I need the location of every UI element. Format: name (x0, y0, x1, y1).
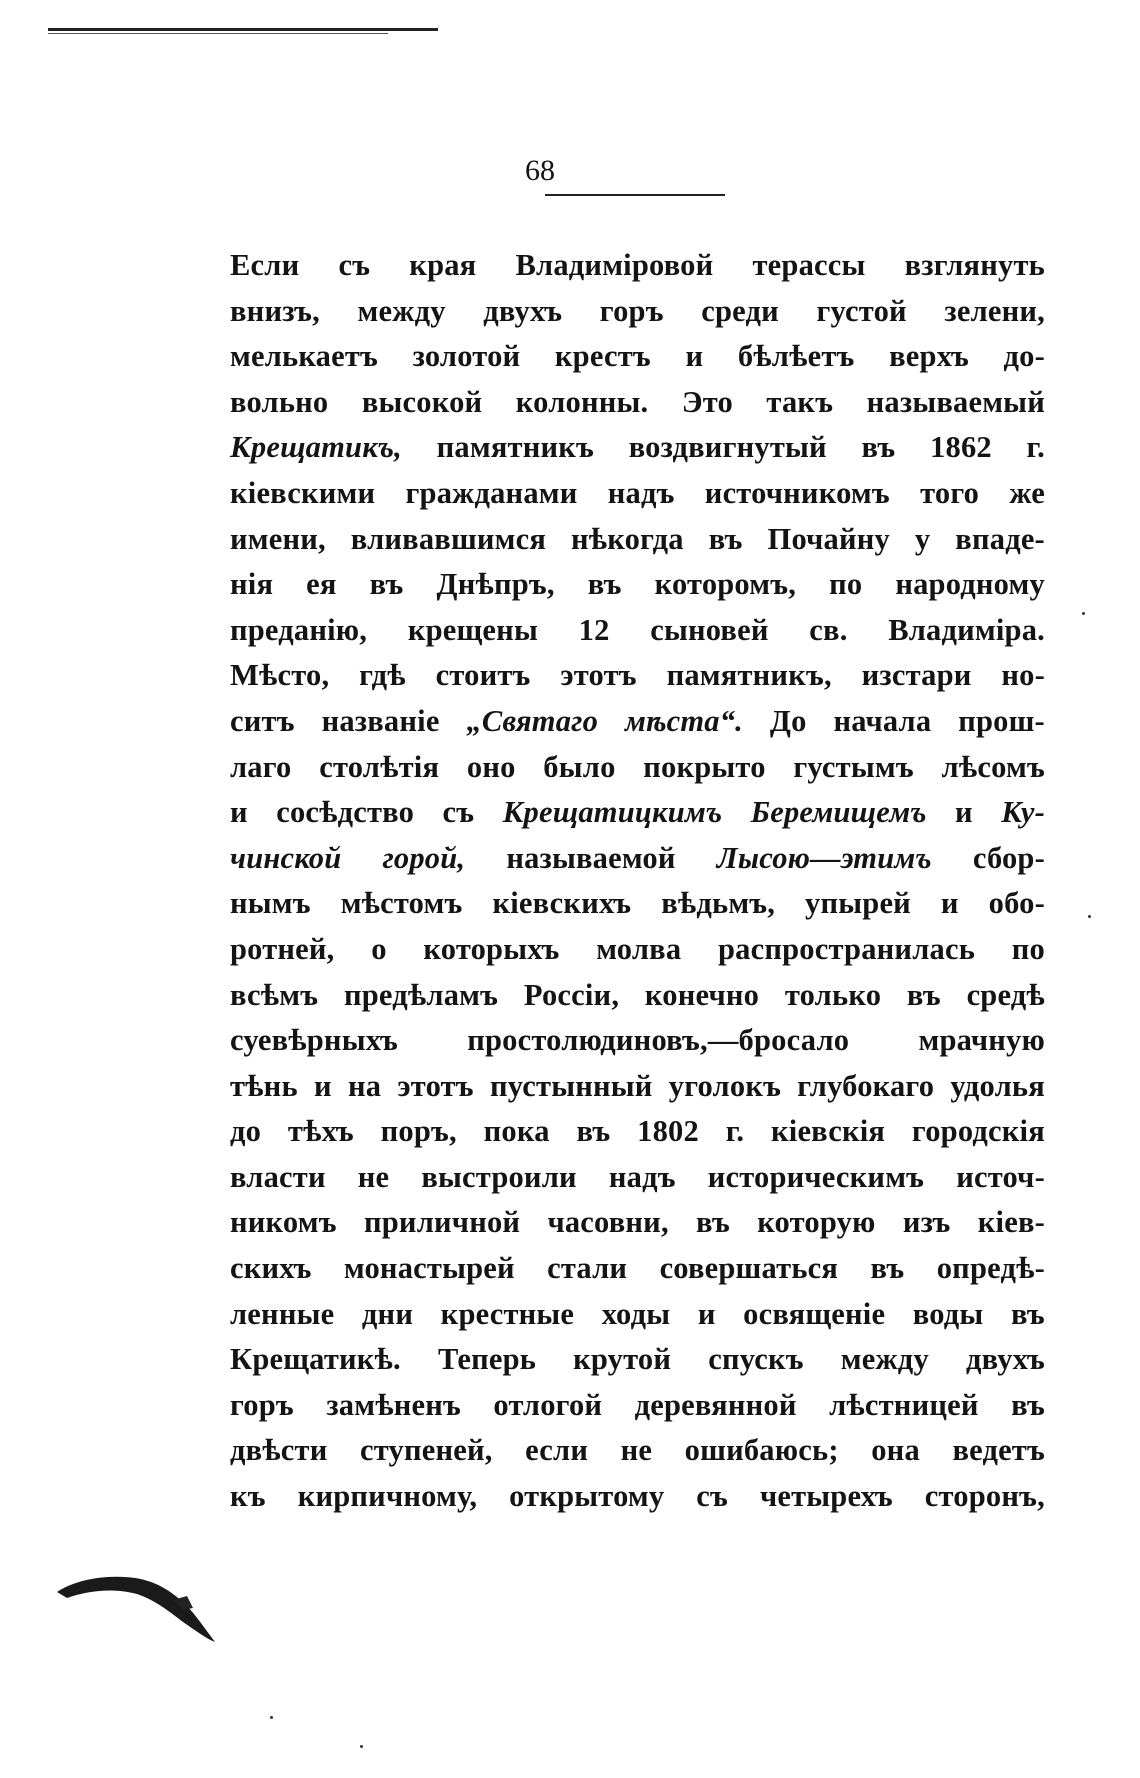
text-line (230, 562, 1045, 608)
word: колонны. (515, 384, 649, 419)
text-line (230, 745, 1045, 791)
word: вольно (230, 384, 329, 419)
word: 1802 (637, 1114, 699, 1149)
word: отлогой (493, 1387, 603, 1422)
word: чинской (230, 840, 342, 875)
word: конечно (644, 977, 760, 1012)
word: было (543, 749, 616, 784)
word: взглянуть (904, 248, 1045, 282)
word: золотой (412, 339, 521, 374)
word: поръ, (380, 1114, 457, 1149)
word: спускъ (708, 1342, 804, 1377)
word: простолюдиновъ,—бросало (467, 1023, 850, 1058)
word: и (940, 886, 959, 921)
speck (1082, 612, 1085, 615)
word: имени, (230, 521, 326, 556)
text-line (230, 836, 1045, 882)
word: обо- (988, 886, 1045, 921)
word: о (371, 931, 387, 966)
word: двухъ (965, 1342, 1045, 1377)
page-number-rule (545, 194, 725, 196)
word: Владиміровой (515, 248, 714, 282)
word: между (357, 293, 446, 328)
word: гдѣ (359, 658, 406, 693)
word: названіе (321, 703, 440, 738)
top-rule-thin (48, 33, 388, 34)
word: глубокаго (797, 1068, 935, 1103)
word: къ (230, 1479, 266, 1514)
word: кіевскими (230, 475, 376, 510)
text-line (230, 608, 1045, 654)
word: въ (861, 430, 896, 465)
text-line (230, 1155, 1045, 1201)
word: крещены (407, 612, 538, 647)
word: Днѣпръ, (436, 567, 555, 602)
word: верхъ (889, 339, 969, 374)
word: впаде- (955, 521, 1045, 556)
word: г. (1026, 430, 1045, 465)
text-body (230, 243, 1045, 1520)
word: вѣдьмъ, (661, 886, 776, 921)
word: св. (809, 612, 848, 647)
word: нымъ (230, 886, 311, 921)
word: кіевскихъ (492, 886, 632, 921)
word: называемый (866, 384, 1045, 419)
word: ситъ (230, 703, 295, 738)
word: такъ (766, 384, 834, 419)
word: этотъ (397, 1068, 474, 1103)
text-line (230, 1200, 1045, 1246)
word: скихъ (230, 1251, 312, 1286)
word: дни (361, 1296, 414, 1331)
speck (1088, 915, 1091, 918)
word: Это (681, 384, 733, 419)
word: въ (906, 977, 941, 1012)
word: высокой (361, 384, 483, 419)
word: ведетъ (952, 1433, 1045, 1468)
word: ея (306, 567, 337, 602)
word: средѣ (966, 977, 1045, 1012)
word: до (230, 1114, 262, 1149)
word: тѣхъ (287, 1114, 354, 1149)
word: и (955, 795, 973, 830)
word: сыновей (650, 612, 769, 647)
word: надъ (608, 1159, 676, 1194)
word: густой (816, 293, 907, 328)
word: лѣстницей (829, 1387, 979, 1422)
text-line (230, 380, 1045, 426)
text-line (230, 517, 1045, 563)
word: 1862 (930, 430, 992, 465)
word: крутой (573, 1342, 672, 1377)
word: на (347, 1068, 382, 1103)
word: терассы (752, 248, 866, 282)
word: если (525, 1433, 589, 1468)
word: воздвигнутый (628, 430, 827, 465)
text-line (230, 1018, 1045, 1064)
word: того (920, 475, 980, 510)
word: сторонъ, (924, 1479, 1045, 1514)
word: въ (708, 521, 743, 556)
text-line (230, 1064, 1045, 1110)
word: надъ (607, 475, 675, 510)
word: замѣненъ (326, 1387, 461, 1422)
text-line (230, 699, 1045, 745)
text-line (230, 973, 1045, 1019)
word: опредѣ- (936, 1251, 1045, 1286)
word: столѣтія (319, 749, 440, 784)
word: между (840, 1342, 929, 1377)
word: двухъ (483, 293, 563, 328)
word: молва (596, 931, 682, 966)
word: Теперь (437, 1342, 537, 1377)
word: кіевскія (771, 1114, 886, 1149)
word: гражданами (405, 475, 578, 510)
word: она (871, 1433, 920, 1468)
word: но- (1001, 658, 1045, 693)
word: четырехъ (759, 1479, 893, 1514)
word: густымъ (793, 749, 914, 784)
word: Лысою—этимъ (716, 840, 932, 875)
word: стали (547, 1251, 628, 1286)
word: лаго (230, 749, 292, 784)
word: сосѣдство (276, 795, 415, 830)
word: горъ (230, 1387, 294, 1422)
word: Мѣсто, (230, 658, 330, 693)
word: этотъ (560, 658, 637, 693)
word: въ (870, 1251, 905, 1286)
word: Россіи, (523, 977, 620, 1012)
word: крестъ (554, 339, 651, 374)
word: въ (587, 567, 622, 602)
word: г. (725, 1114, 745, 1149)
text-line (230, 1292, 1045, 1338)
word: горъ (599, 293, 664, 328)
word: которыхъ (423, 931, 560, 966)
text-line (230, 1383, 1045, 1429)
word: распространилась (718, 931, 976, 966)
word: суевѣрныхъ (230, 1023, 398, 1058)
text-line (230, 927, 1045, 973)
word: воды (912, 1296, 984, 1331)
word: и (314, 1068, 332, 1103)
word: пустынный (490, 1068, 653, 1103)
text-line (230, 653, 1045, 699)
word: источ- (956, 1159, 1045, 1194)
word: деревянной (634, 1387, 797, 1422)
word: стоитъ (435, 658, 531, 693)
word: удолья (950, 1068, 1045, 1103)
word: изъ (902, 1205, 951, 1240)
word: въ (369, 567, 404, 602)
word: внизъ, (230, 293, 320, 328)
word: нѣкогда (571, 521, 684, 556)
text-line (230, 881, 1045, 927)
word: мрачную (918, 1023, 1045, 1058)
word: горой, (382, 840, 466, 875)
word: власти (230, 1159, 326, 1194)
word: тѣнь (230, 1068, 298, 1103)
word: двѣсти (230, 1433, 328, 1468)
word: мѣстомъ (340, 886, 463, 921)
word: преданію, (230, 612, 368, 647)
word: по (829, 567, 863, 602)
word: въ (576, 1114, 611, 1149)
word: въ (1011, 1296, 1045, 1331)
word: бѣлѣетъ (737, 339, 855, 374)
word: ходы (601, 1296, 671, 1331)
word: освященіе (743, 1296, 886, 1331)
word: источникомъ (704, 475, 890, 510)
word: открытому (509, 1479, 665, 1514)
word: народному (895, 567, 1045, 602)
page-number: 68 (525, 154, 555, 187)
word: пока (483, 1114, 550, 1149)
text-line (230, 1474, 1045, 1520)
word: 12 (578, 612, 610, 647)
word: края (409, 248, 477, 282)
word: называемой (506, 840, 676, 875)
word: часовни, (547, 1205, 669, 1240)
word: съ (338, 248, 371, 282)
word: памятникъ, (666, 658, 832, 693)
word: Беремищемъ (750, 795, 927, 830)
word: среди (701, 293, 779, 328)
word: выстроили (421, 1159, 577, 1194)
word: же (1009, 475, 1045, 510)
word: прош- (958, 703, 1045, 738)
word: Крещатикѣ. (230, 1342, 401, 1377)
word: не (620, 1433, 653, 1468)
word: Владиміра. (888, 612, 1045, 647)
word: и (230, 795, 248, 830)
word: и (697, 1296, 716, 1331)
text-line (230, 790, 1045, 836)
word: предѣламъ (344, 977, 499, 1012)
word: только (784, 977, 882, 1012)
text-line (230, 471, 1045, 517)
word: ступеней, (360, 1433, 493, 1468)
word: памятникъ (436, 430, 595, 465)
word: ошибаюсь; (684, 1433, 839, 1468)
text-line (230, 1428, 1045, 1474)
word: начала (833, 703, 932, 738)
word: въ (1011, 1387, 1045, 1422)
word: мѣста“. (624, 703, 744, 738)
word: вливавшимся (350, 521, 547, 556)
word: съ (696, 1479, 729, 1514)
word: которую (757, 1205, 876, 1240)
word: у (914, 521, 931, 556)
word: До (769, 703, 807, 738)
word: приличной (364, 1205, 521, 1240)
ink-smudge (55, 1560, 225, 1650)
word: упырей (805, 886, 911, 921)
text-line (230, 1109, 1045, 1155)
word: Крещатикъ, (230, 430, 402, 465)
text-line (230, 334, 1045, 380)
word: съ (442, 795, 475, 830)
text-line (230, 289, 1045, 335)
word: лѣсомъ (941, 749, 1045, 784)
word: ротней, (230, 931, 335, 966)
word: не (357, 1159, 390, 1194)
text-line (230, 243, 1045, 289)
word: мелькаетъ (230, 339, 379, 374)
word: зелени, (944, 293, 1045, 328)
word: Почайну (767, 521, 890, 556)
word: городскія (911, 1114, 1045, 1149)
text-line (230, 1246, 1045, 1292)
word: ленные (230, 1296, 335, 1331)
word: монастырей (343, 1251, 515, 1286)
top-rule (48, 28, 438, 31)
word: „Святаго (466, 703, 599, 738)
word: всѣмъ (230, 977, 319, 1012)
word: сбор- (972, 840, 1045, 875)
word: и (685, 339, 704, 374)
word: историческимъ (707, 1159, 925, 1194)
word: Ку- (1001, 795, 1045, 830)
word: изстари (861, 658, 972, 693)
speck (270, 1716, 273, 1719)
word: которомъ, (654, 567, 797, 602)
word: покрыто (643, 749, 766, 784)
word: никомъ (230, 1205, 337, 1240)
word: по (1011, 931, 1045, 966)
text-line (230, 1337, 1045, 1383)
text-line (230, 425, 1045, 471)
word: Если (230, 248, 300, 282)
word: крестные (440, 1296, 575, 1331)
word: въ (696, 1205, 730, 1240)
word: кіев- (977, 1205, 1045, 1240)
word: Крещатицкимъ (502, 795, 723, 830)
word: до- (1003, 339, 1045, 374)
word: нія (230, 567, 274, 602)
speck (360, 1745, 363, 1748)
word: оно (466, 749, 516, 784)
word: уголокъ (668, 1068, 782, 1103)
word: кирпичному, (297, 1479, 478, 1514)
word: совершаться (659, 1251, 839, 1286)
